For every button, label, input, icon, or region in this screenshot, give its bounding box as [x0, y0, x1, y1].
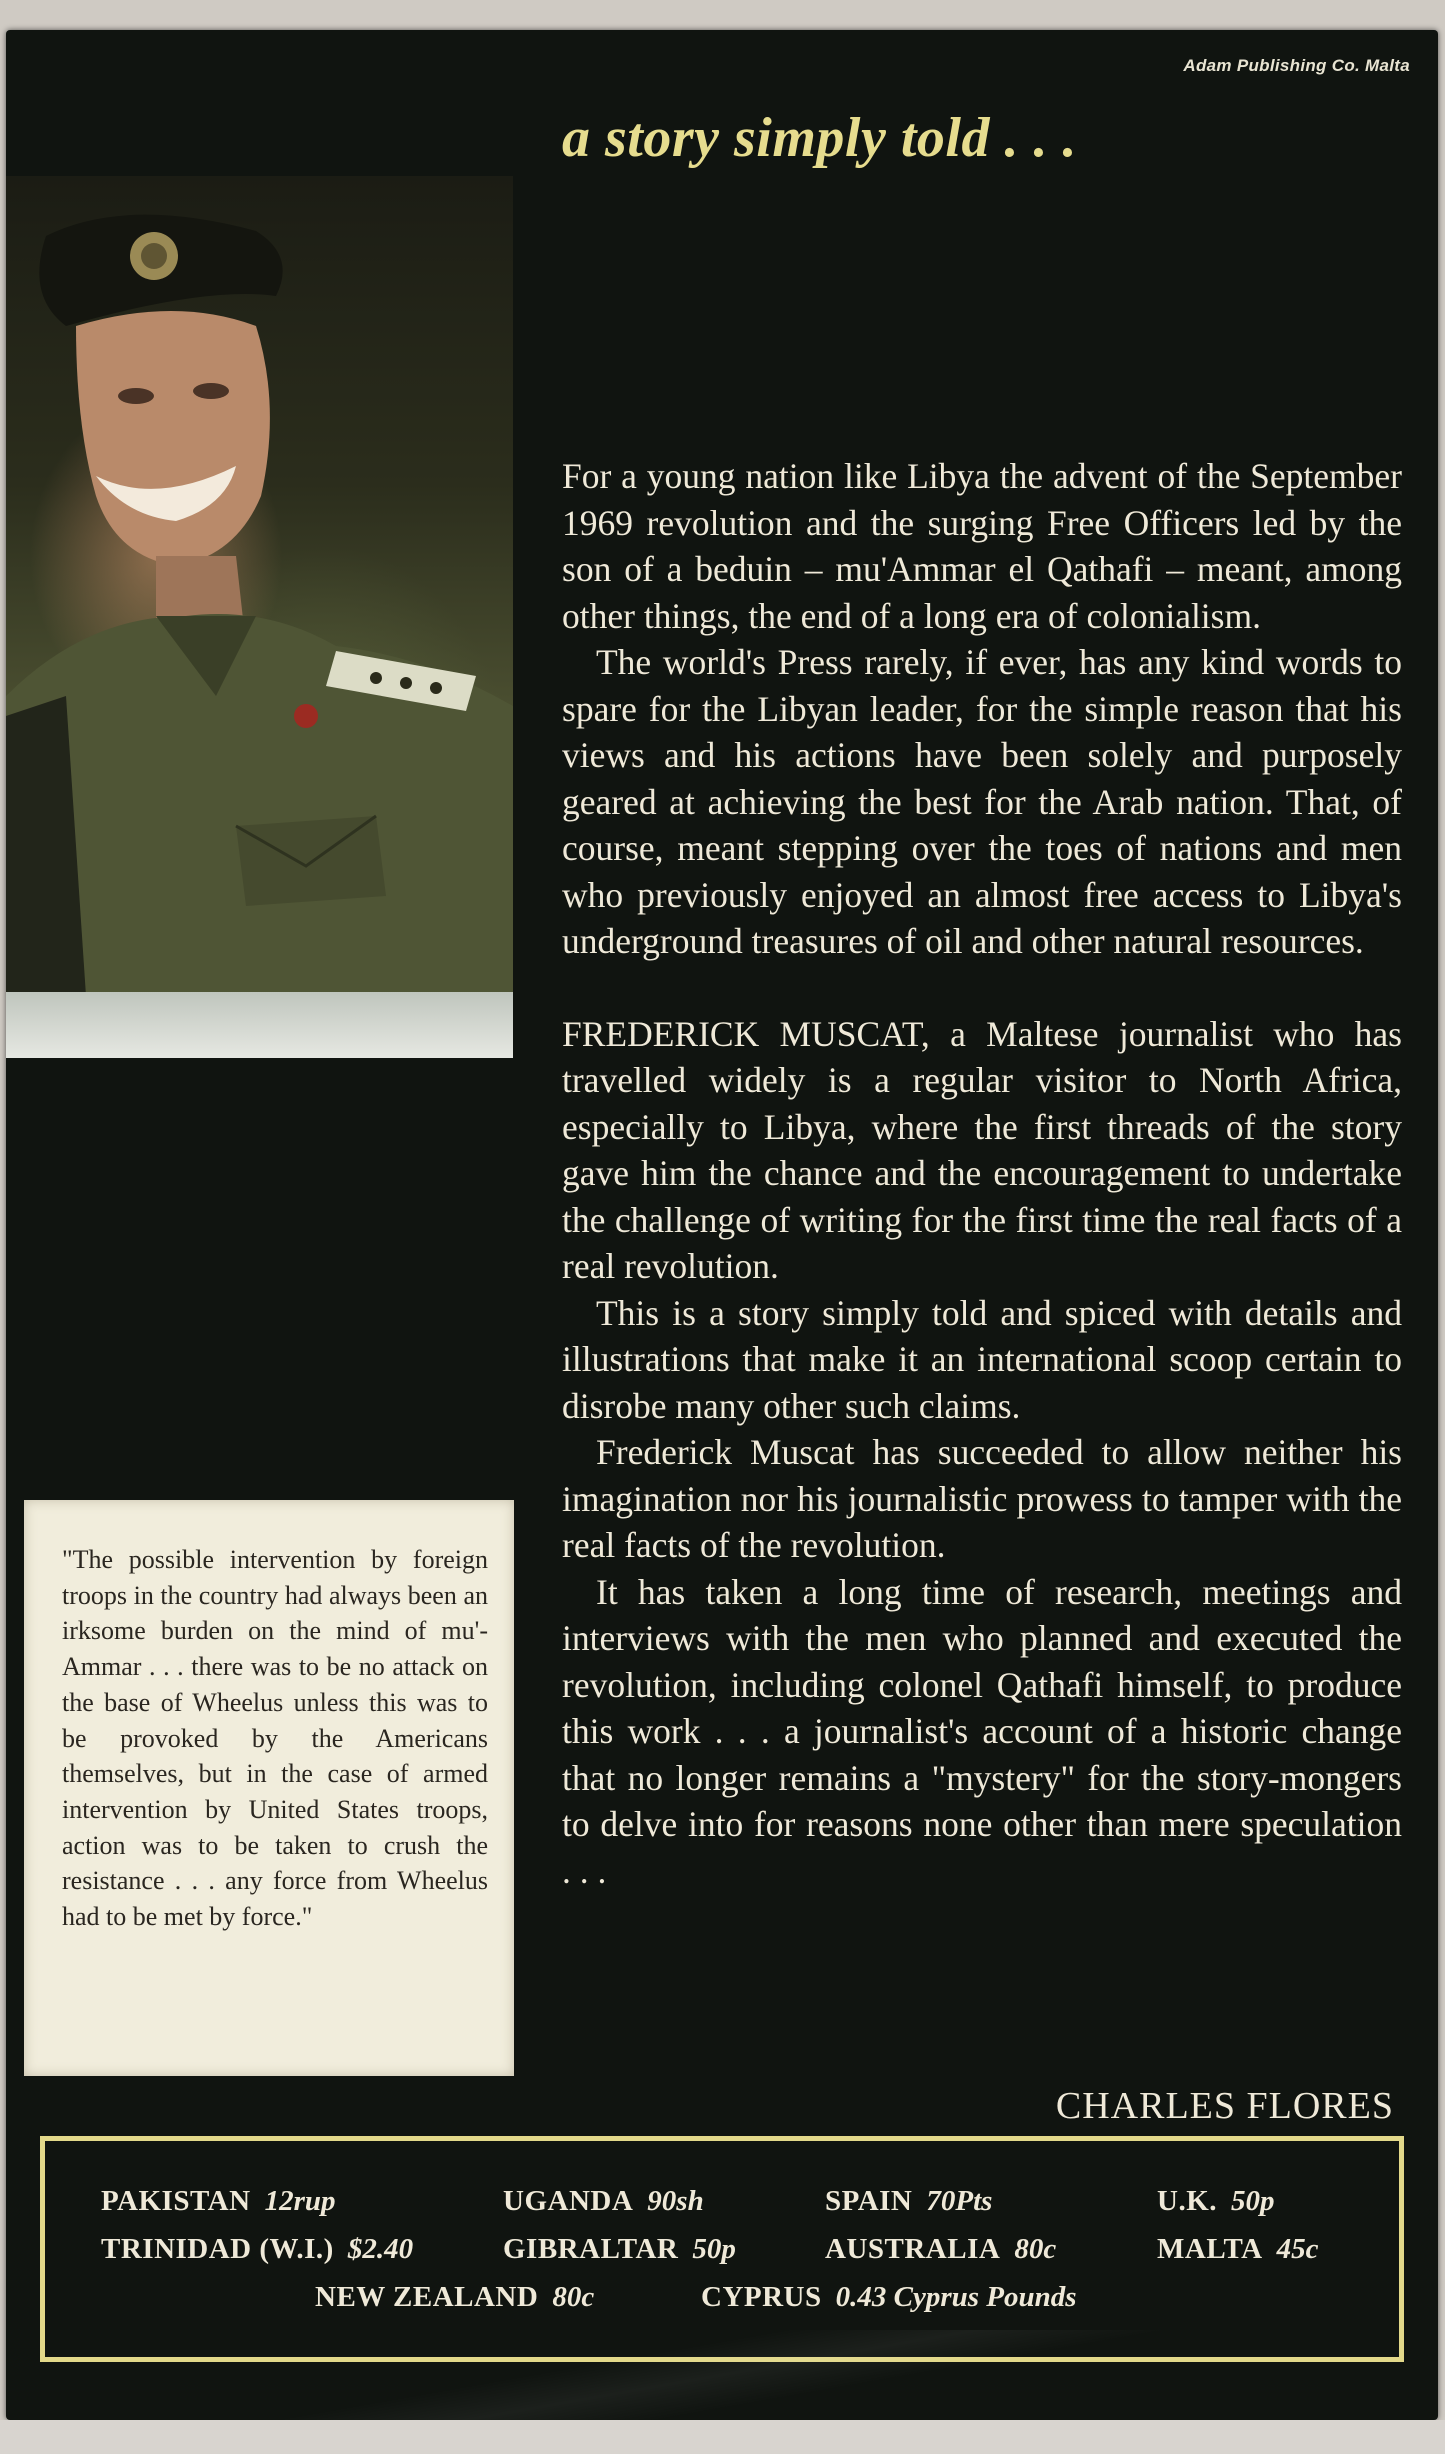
price-item: CYPRUS 0.43 Cyprus Pounds	[701, 2281, 1077, 2313]
price-item: PAKISTAN 12rup	[101, 2185, 336, 2217]
blurb-paragraph-5: Frederick Muscat has succeeded to allow neither his imagination nor his journalistic prowess to tamper with the real facts of the revolution.	[562, 1432, 1402, 1565]
blurb-paragraph-2: The world's Press rarely, if ever, has any kind words to spare for the Libyan leader, for the simple reason that his views and his actions have been solely and purposely geared at achieving the best for the Arab nation. That, of course, meant stepping over the toes of nations and men who previously enjoyed an almost free access to Libya's underground treasures of oil and other natural resources.	[562, 642, 1402, 961]
price-item: GIBRALTAR 50p	[503, 2233, 736, 2265]
quote-box	[24, 1500, 514, 2076]
publisher-imprint: Adam Publishing Co. Malta	[1183, 56, 1410, 75]
blurb-paragraph-4: This is a story simply told and spiced with details and illustrations that make it an international scoop certain to disrobe many other such claims.	[562, 1292, 1402, 1426]
price-item: SPAIN 70Pts	[825, 2185, 993, 2217]
photo-portrait-icon	[6, 176, 513, 1058]
price-row-2	[45, 2233, 1399, 2273]
signature: CHARLES FLORES	[1055, 2085, 1394, 2127]
scan-background	[0, 2420, 1445, 2454]
price-box	[40, 2136, 1404, 2362]
desk-surface	[6, 992, 513, 1058]
tagline: a story simply told . . .	[562, 107, 1077, 169]
cover-crease	[6, 2330, 1438, 2420]
price-item: AUSTRALIA 80c	[825, 2233, 1057, 2265]
blurb-paragraph-1: For a young nation like Libya the advent of the September 1969 revolution and the surging Free Officers led by the son of a beduin – mu'Ammar el Qathafi – meant, among other things, the end of a long era of colonialism.	[562, 456, 1402, 636]
price-item: TRINIDAD (W.I.) $2.40	[101, 2233, 414, 2265]
price-item: UGANDA 90sh	[503, 2185, 704, 2217]
quote-text: "The possible intervention by foreign troops in the country had always been an irksome burden on the mind of mu'-Ammar . . . there was to be no attack on the base of Wheelus unless this was to be provoked by the Americans themselves, but in the case of armed intervention by United States troops, action was to be taken to crush the resistance . . . any force from Wheelus had to be met by force."	[62, 1545, 488, 1932]
blurb-paragraph-6: It has taken a long time of research, meetings and interviews with the men who planned and executed the revolution, including colonel Qathafi himself, to produce this work . . . a journalist's account of a historic change that no longer remains a "mystery" for the story-mongers to delve into for reasons none other than mere speculation . . .	[562, 1571, 1402, 1891]
price-row-3	[45, 2281, 1399, 2321]
blurb-text	[562, 453, 1402, 1894]
back-cover	[6, 30, 1438, 2420]
blurb-paragraph-3: FREDERICK MUSCAT, a Maltese journalist who has travelled widely is a regular visitor to North Africa, especially to Libya, where the first threads of the story gave him the chance and the encouragement to undertake the challenge of writing for the first time the real facts of a real revolution.	[562, 1013, 1402, 1286]
price-item: NEW ZEALAND 80c	[315, 2281, 595, 2313]
price-row-1	[45, 2185, 1399, 2225]
portrait-photo	[6, 176, 513, 1058]
price-item: MALTA 45c	[1157, 2233, 1319, 2265]
price-item: U.K. 50p	[1157, 2185, 1275, 2217]
